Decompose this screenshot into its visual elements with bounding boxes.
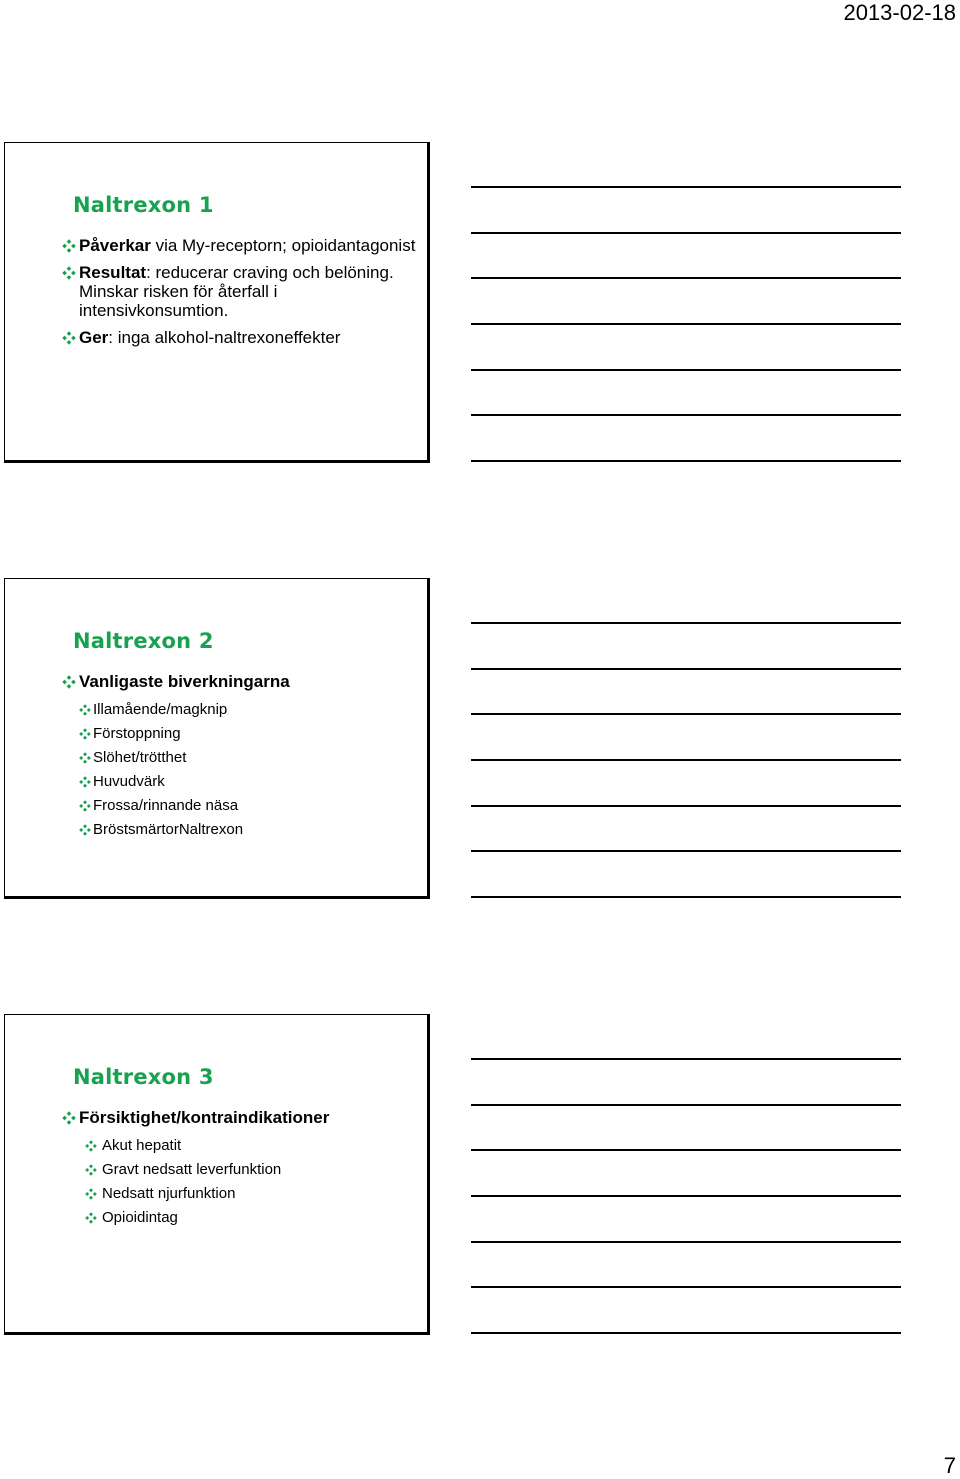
slide-title: Naltrexon 2 bbox=[73, 629, 214, 653]
note-line bbox=[471, 668, 901, 670]
sub-list-item bbox=[79, 797, 422, 815]
diamond-bullet-icon bbox=[79, 800, 91, 812]
sub-list bbox=[79, 701, 422, 839]
sub-list-item bbox=[79, 749, 422, 767]
list-item bbox=[62, 236, 422, 255]
bullet-heading: Vanligaste biverkningarna bbox=[79, 672, 290, 691]
slide-1 bbox=[4, 142, 430, 463]
sub-item-text: Slöhet/trötthet bbox=[93, 749, 187, 766]
diamond-bullet-icon bbox=[79, 752, 91, 764]
note-line bbox=[471, 896, 901, 898]
diamond-bullet-icon bbox=[85, 1212, 97, 1224]
note-line bbox=[471, 186, 901, 188]
note-line bbox=[471, 759, 901, 761]
note-line bbox=[471, 850, 901, 852]
slide-3 bbox=[4, 1014, 430, 1335]
diamond-bullet-icon bbox=[62, 1111, 76, 1125]
note-line bbox=[471, 1241, 901, 1243]
note-line bbox=[471, 1104, 901, 1106]
sub-item-text: Huvudvärk bbox=[93, 773, 165, 790]
bullet-bold: Påverkar bbox=[79, 236, 151, 255]
note-line bbox=[471, 277, 901, 279]
sub-list-item bbox=[85, 1137, 422, 1155]
slide-title: Naltrexon 3 bbox=[73, 1065, 214, 1089]
note-line bbox=[471, 1149, 901, 1151]
bullet-text: : inga alkohol-naltrexoneffekter bbox=[108, 328, 341, 347]
diamond-bullet-icon bbox=[85, 1164, 97, 1176]
sub-item-text: Frossa/rinnande näsa bbox=[93, 797, 239, 814]
bullet-bold: Resultat bbox=[79, 263, 147, 282]
note-line bbox=[471, 713, 901, 715]
bullet-list bbox=[62, 1108, 422, 1235]
note-line bbox=[471, 1195, 901, 1197]
note-line bbox=[471, 1058, 901, 1060]
sub-item-text: Opioidintag bbox=[102, 1209, 178, 1226]
diamond-bullet-icon bbox=[79, 728, 91, 740]
diamond-bullet-icon bbox=[62, 331, 76, 345]
sub-list-item bbox=[79, 701, 422, 719]
sub-list-item bbox=[79, 821, 422, 839]
note-line bbox=[471, 414, 901, 416]
diamond-bullet-icon bbox=[85, 1188, 97, 1200]
sub-list-item bbox=[85, 1185, 422, 1203]
note-line bbox=[471, 369, 901, 371]
list-item bbox=[62, 263, 422, 320]
note-line bbox=[471, 232, 901, 234]
diamond-bullet-icon bbox=[79, 776, 91, 788]
slide-title: Naltrexon 1 bbox=[73, 193, 214, 217]
bullet-text: via My-receptorn; opioidantagonist bbox=[150, 236, 416, 255]
sub-list bbox=[79, 1137, 422, 1227]
list-item bbox=[62, 1108, 422, 1227]
bullet-heading: Försiktighet/kontraindikationer bbox=[79, 1108, 330, 1127]
note-line bbox=[471, 1332, 901, 1334]
note-line bbox=[471, 1286, 901, 1288]
diamond-bullet-icon bbox=[62, 266, 76, 280]
sub-list-item bbox=[79, 773, 422, 791]
note-line bbox=[471, 460, 901, 462]
diamond-bullet-icon bbox=[62, 239, 76, 253]
bullet-text: : reducerar craving och belöning. Minskar risken för återfall i intensivkonsumtion. bbox=[79, 263, 394, 320]
sub-item-text: Förstoppning bbox=[93, 725, 181, 742]
sub-item-text: Illamående/magknip bbox=[93, 701, 228, 718]
note-line bbox=[471, 323, 901, 325]
list-item bbox=[62, 328, 422, 347]
bullet-list bbox=[62, 236, 422, 355]
sub-list-item bbox=[79, 725, 422, 743]
sub-item-text: BröstsmärtorNaltrexon bbox=[93, 821, 244, 838]
sub-item-text: Gravt nedsatt leverfunktion bbox=[102, 1161, 282, 1178]
diamond-bullet-icon bbox=[62, 675, 76, 689]
bullet-bold: Ger bbox=[79, 328, 109, 347]
sub-list-item bbox=[85, 1161, 422, 1179]
sub-item-text: Akut hepatit bbox=[102, 1137, 182, 1154]
note-line bbox=[471, 622, 901, 624]
note-line bbox=[471, 805, 901, 807]
diamond-bullet-icon bbox=[85, 1140, 97, 1152]
sub-list-item bbox=[85, 1209, 422, 1227]
page-number: 7 bbox=[943, 1453, 956, 1478]
slide-2 bbox=[4, 578, 430, 899]
diamond-bullet-icon bbox=[79, 824, 91, 836]
list-item bbox=[62, 672, 422, 839]
document-date: 2013-02-18 bbox=[843, 0, 956, 25]
diamond-bullet-icon bbox=[79, 704, 91, 716]
bullet-list bbox=[62, 672, 422, 847]
sub-item-text: Nedsatt njurfunktion bbox=[102, 1185, 236, 1202]
